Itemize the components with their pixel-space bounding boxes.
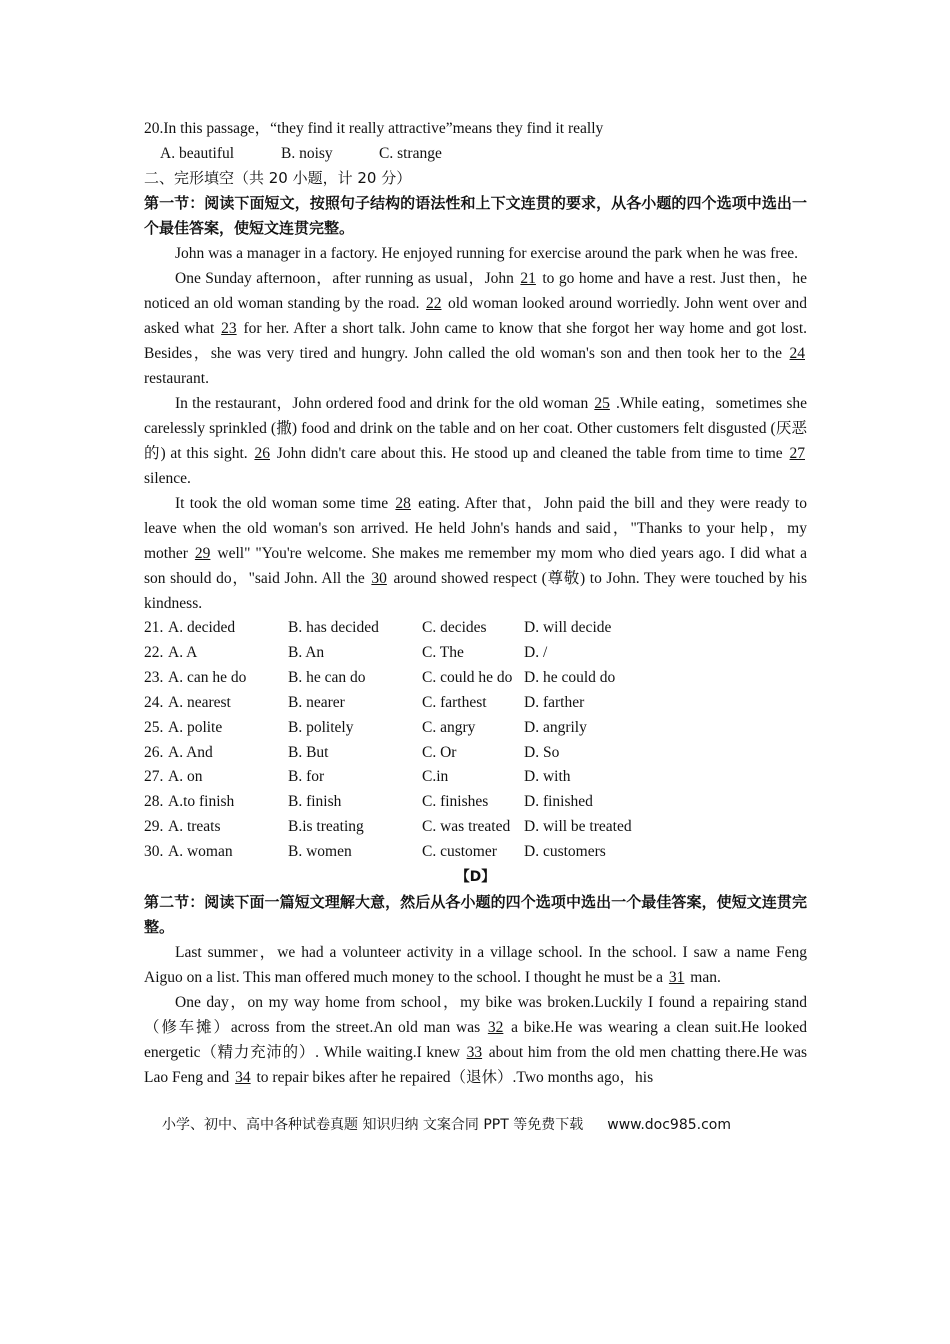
- cloze-paragraph-3: In the restaurant，John ordered food and drink for the old woman 25 .While eating，sometimes she carelessly sprinkled (撒) food and drink on the table and on her coat. Other customers felt disgusted (厌恶的) at this sight. 26 John didn't care about this. He stood up and cleaned the table from time to time 27 silence.: [144, 395, 807, 487]
- option-row: 21. A. decided B. has decided C. decides D. will decide: [144, 619, 612, 636]
- section-2-title: 二、完形填空（共 20 小题，计 20 分）: [144, 169, 412, 187]
- q20-option-c: C. strange: [379, 145, 442, 162]
- cloze-paragraph-4: It took the old woman some time 28 eating. After that，John paid the bill and they were ready to leave when the old woman's son arrived. He held John's hands and said，"Thanks to your help，my mother 29 well" "You're welcome. She makes me remember my mom who died years ago. I did what a son should do，"said John. All the 30 around showed respect (尊敬) to John. They were touched by his kindness.: [144, 495, 808, 612]
- blank-24: 24: [789, 345, 805, 362]
- footer-url[interactable]: www.doc985.com: [607, 1117, 731, 1133]
- blank-29: 29: [194, 545, 211, 562]
- option-row: 22. A. A B. An C. The D. /: [144, 643, 548, 661]
- passage-2-paragraph-1: Last summer，we had a volunteer activity in a village school. In the school. I saw a name Feng Aiguo on a list. This man offered much money to the school. I thought he must be a 31 man.: [144, 944, 807, 987]
- option-row: 25. A. polite B. politely C. angry D. angrily: [144, 718, 587, 736]
- blank-33: 33: [466, 1044, 483, 1062]
- page-footer: [162, 1114, 802, 1134]
- blank-26: 26: [254, 445, 270, 462]
- option-row: 24. A. nearest B. nearer C. farthest D. farther: [144, 693, 585, 711]
- question-20-options: [144, 141, 807, 166]
- option-row: 26. A. And B. But C. Or D. So: [144, 743, 560, 761]
- question-20-stem: 20.In this passage，“they find it really attractive”means they find it really: [144, 120, 604, 137]
- blank-22: 22: [425, 295, 442, 312]
- cloze-paragraph-2: One Sunday afternoon，after running as usual，John 21 to go home and have a rest. Just then，he noticed an old woman standing by the road. 22 old woman looked around worriedly. John went over and asked what 23 for her. After a short talk. John came to know that she forgot her way home and got lost. Besides，she was very tired and hungry. John called the old woman's son and then took her to the 24 restaurant.: [144, 270, 807, 387]
- blank-28: 28: [395, 495, 411, 512]
- exam-page: [144, 116, 807, 1090]
- q20-option-a: A. beautiful: [160, 145, 235, 162]
- cloze-paragraph-1: John was a manager in a factory. He enjoyed running for exercise around the park when he was free.: [175, 245, 799, 262]
- option-row: 27. A. on B. for C.in D. with: [144, 768, 571, 786]
- option-row: 28. A.to finish B. finish C. finishes D. finished: [144, 793, 593, 811]
- part-2-instruction: 第二节：阅读下面一篇短文理解大意，然后从各小题的四个选项中选出一个最佳答案，使短文连贯完整。: [144, 893, 807, 937]
- passage-2-paragraph-2: One day，on my way home from school，my bike was broken.Luckily I found a repairing stand（修车摊）across from the street.An old man was 32 a bike.He was wearing a clean suit.He looked energetic（精力充沛的）. While waiting.I knew 33 about him from the old men chatting there.He was Lao Feng and 34 to repair bikes after he repaired（退休）.Two months ago，his: [144, 994, 807, 1087]
- blank-27: 27: [789, 445, 805, 462]
- q20-option-b: B. noisy: [281, 145, 333, 162]
- blank-32: 32: [487, 1019, 504, 1037]
- options-list: [144, 616, 807, 865]
- part-1-instruction: 第一节：阅读下面短文，按照句子结构的语法性和上下文连贯的要求，从各小题的四个选项中选出一个最佳答案，使短文连贯完整。: [144, 194, 807, 237]
- section-d-heading: 【D】: [455, 869, 496, 886]
- footer-text: 小学、初中、高中各种试卷真题 知识归纳 文案合同 PPT 等免费下载: [162, 1117, 584, 1133]
- blank-30: 30: [371, 570, 387, 587]
- blank-34: 34: [235, 1069, 251, 1087]
- blank-31: 31: [668, 969, 685, 987]
- blank-25: 25: [594, 395, 610, 412]
- option-row: 29. A. treats B.is treating C. was treated D. will be treated: [144, 818, 632, 836]
- option-row: 23. A. can he do B. he can do C. could he do D. he could do: [144, 668, 616, 686]
- option-row: 30. A. woman B. women C. customer D. customers: [144, 843, 606, 861]
- blank-21: 21: [520, 270, 536, 287]
- blank-23: 23: [221, 320, 237, 337]
